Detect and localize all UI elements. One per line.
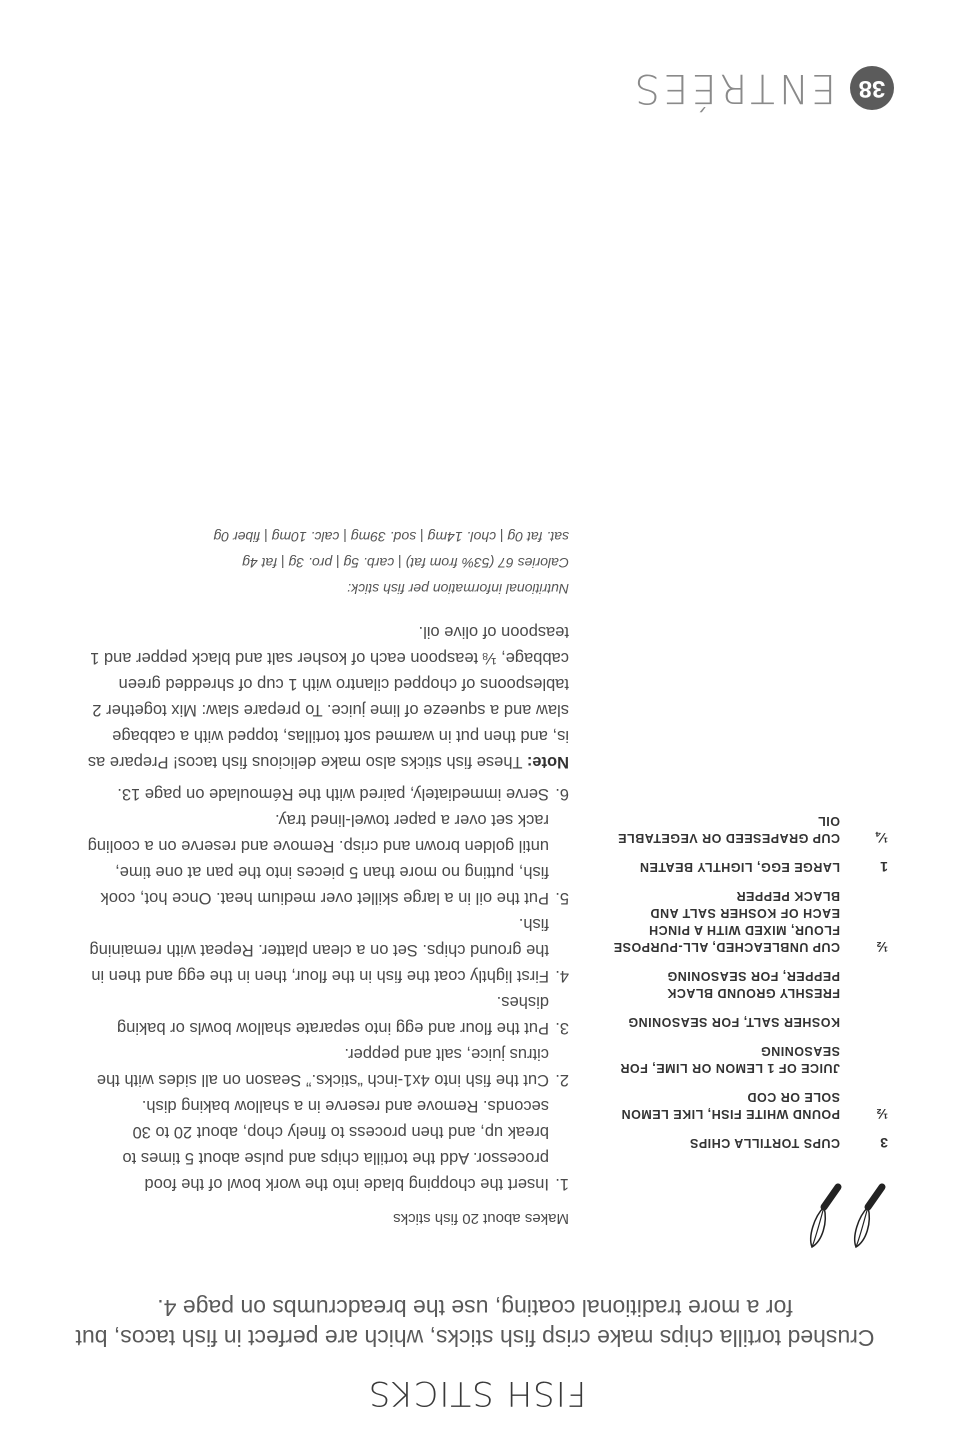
method-column <box>84 525 569 1232</box>
whisk-icon <box>790 1181 890 1251</box>
recipe-note <box>84 619 569 775</box>
step-text: Insert the chopping blade into the work bowl of the food processor. Add the tortilla chips and pulse about 5 times to break up, and then process to finely chop, about 20 to 30 seconds. Remove and reserve in a shallow baking dish. <box>122 1097 549 1193</box>
nutrition-heading: Nutritional information per fish stick: <box>347 581 569 598</box>
ingredient-item <box>594 1013 894 1030</box>
ingredient-list <box>594 800 894 1151</box>
note-label: Note: <box>526 753 569 771</box>
ingredient-item <box>594 1042 894 1076</box>
nutrition-line: sat. fat 0g | chol. 14mg | sod. 39mg | calc. 10mg | fiber 0g <box>213 529 569 546</box>
yield-text: Makes about 20 fish sticks <box>393 1210 569 1227</box>
ingredient-text: LARGE EGG, LIGHTLY BEATEN <box>639 860 840 874</box>
step-number: 6. <box>555 785 569 803</box>
ingredient-item <box>594 967 894 1001</box>
section-title: ENTRÉES <box>631 65 836 111</box>
step-number: 5. <box>555 889 569 907</box>
step-text: Cut the fish into 4x1-inch “sticks.” Season on all sides with the citrus juice, salt and pepper. <box>96 1045 549 1089</box>
ingredient-item <box>594 1134 894 1151</box>
section-tab <box>632 65 894 111</box>
method-step <box>84 989 569 1041</box>
recipe-title: FISH STICKS <box>367 1373 587 1413</box>
ingredient-text: POUND WHITE FISH, LIKE LEMON SOLE OR COD <box>621 1090 840 1121</box>
step-text: First lightly coat the fish in the flour, then in the egg and then in the ground chips. Set on a clean platter. Repeat with remaining fish. <box>89 915 549 985</box>
step-text: Serve immediately, paired with the Rémoulade on page 13. <box>117 785 549 803</box>
ingredient-qty <box>850 1042 894 1076</box>
step-text: Put the oil in a large skillet over medium heat. Once hot, cook fish, putting no more than 5 pieces into the pan at one time, until golden brown and crisp. Remove and reserve on a cooling rack set over a paper towel-lined tray. <box>87 811 549 907</box>
nutrition-line: Calories 67 (53% from fat) | carb. 5g | pro. 3g | fat 4g <box>242 555 569 572</box>
method-step <box>84 807 569 911</box>
recipe-intro: Crushed tortilla chips make crisp fish sticks, which are perfect in fish tacos, but for a more traditional coating, use the breadcrumbs on page 4. <box>75 1295 875 1351</box>
step-number: 4. <box>555 967 569 985</box>
ingredient-text: FRESHLY GROUND BLACK PEPPER, FOR SEASONING <box>666 969 840 1000</box>
ingredient-qty: 1 <box>880 859 888 875</box>
step-number: 3. <box>555 1019 569 1037</box>
step-number: 2. <box>555 1071 569 1089</box>
ingredient-qty: 3 <box>880 1135 888 1151</box>
ingredient-text: KOSHER SALT, FOR SEASONING <box>627 1015 840 1029</box>
page-number-badge: 38 <box>850 66 894 110</box>
method-step <box>84 911 569 989</box>
step-text: Put the flour and egg into separate shallow bowls or baking dishes. <box>116 993 549 1037</box>
ingredient-text: CUPS TORTILLA CHIPS <box>689 1136 840 1150</box>
nutrition-info <box>84 525 569 603</box>
ingredient-qty <box>850 1013 894 1030</box>
ingredient-item <box>594 887 894 955</box>
ingredient-text: CUP GRAPESEED OR VEGETABLE OIL <box>617 814 840 845</box>
ingredient-item <box>594 858 894 875</box>
step-number: 1. <box>555 1175 569 1193</box>
ingredient-item <box>594 812 894 846</box>
ingredient-qty: ¼ <box>876 830 888 846</box>
ingredient-item <box>594 1088 894 1122</box>
ingredient-qty: ½ <box>876 1106 888 1122</box>
ingredient-text: CUP UNBLEACHED, ALL-PURPOSE FLOUR, MIXED WITH A PINCH EACH OF KOSHER SALT AND BLACK PEPPER <box>613 889 840 954</box>
method-step <box>84 1041 569 1093</box>
method-step <box>84 1093 569 1197</box>
note-text: These fish sticks also make delicious fish tacos! Prepare as is, and then put in warmed soft tortillas, topped with a cabbage slaw and a squeeze of lime juice. To prepare slaw: Mix together 2 tablespoons of chopped cilantro with 1 cup of shredded green cabbage, ⅛ teaspoon each of kosher salt and black pepper and 1 teaspoon of olive oil. <box>87 623 569 771</box>
method-step <box>84 781 569 807</box>
ingredient-qty: ½ <box>876 939 888 955</box>
ingredient-text: JUICE OF 1 LEMON OR LIME, FOR SEASONING <box>619 1044 840 1075</box>
ingredient-qty <box>850 967 894 1001</box>
